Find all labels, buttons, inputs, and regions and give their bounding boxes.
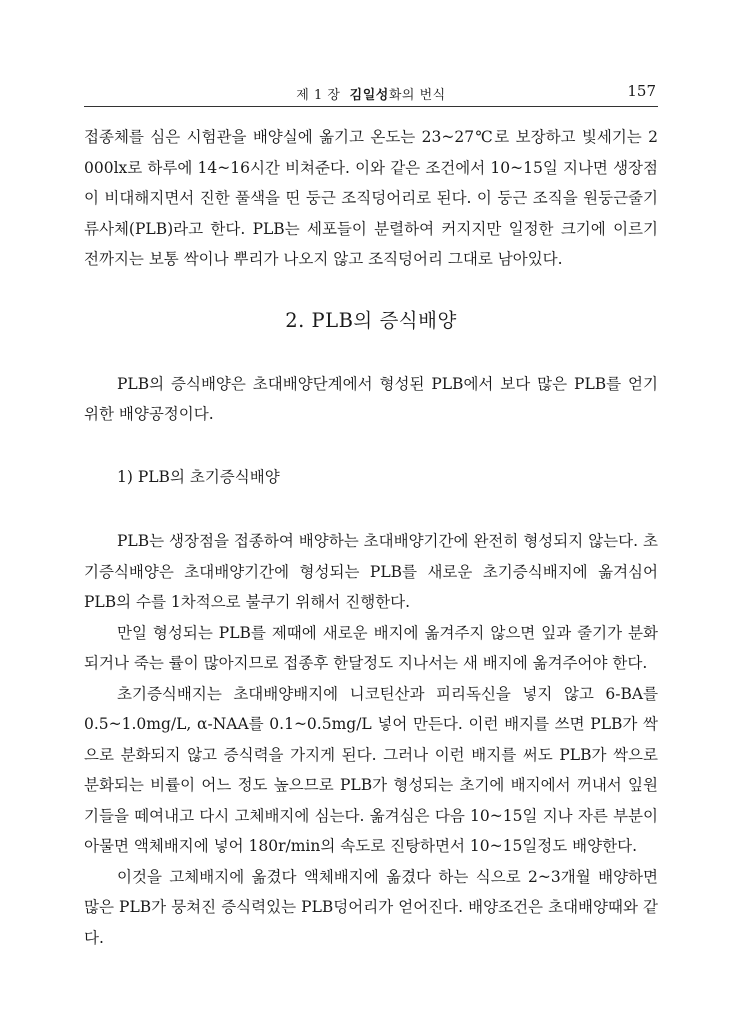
header-rest: 화의 번식 <box>388 88 446 103</box>
paragraph-5: 초기증식배지는 초대배양배지에 니코틴산과 피리독신을 넣지 않고 6-BA를 0.5~1.0mg/L, α-NAA를 0.1~0.5mg/L 넣어 만든다. 이런 배지를 쓰면 PLB가 싹으로 분화되지 않고 증식력을 가지게 된다. 그러나 이런 배지를 써도 PLB가 싹으로 분화되는 비률이 어느 정도 높으므로 PLB가 형성되는 초기에 배지에서 꺼내서 잎원기들을 떼여내고 다시 고체배지에 심는다. 옮겨심은 다음 10~15일 지나 자른 부분이 아물면 액체배지에 넣어 180r/min의 속도로 진탕하면서 10~15일정도 배양한다. <box>84 684 658 855</box>
paragraph-3: PLB는 생장점을 접종하여 배양하는 초대배양기간에 완전히 형성되지 않는다. 초기증식배양은 초대배양기간에 형성되는 PLB를 새로운 초기증식배지에 옮겨심어 PLB의 수를 1차적으로 불쿠기 위해서 진행한다. <box>84 532 658 611</box>
paragraph-1: 접종체를 심은 시험관을 배양실에 옮기고 온도는 23~27℃로 보장하고 빛세기는 2 000lx로 하루에 14~16시간 비쳐준다. 이와 같은 조건에서 10~15일 지나면 생장점이 비대해지면서 진한 풀색을 띤 둥근 조직덩어리로 된다. 이 둥근 조직을 원둥근줄기류사체(PLB)라고 한다. PLB는 세포들이 분렬하여 커지지만 일정한 크기에 이르기 전까지는 보통 싹이나 뿌리가 나오지 않고 조직덩어리 그대로 남아있다. <box>84 128 658 268</box>
paragraph-6: 이것을 고체배지에 옮겼다 액체배지에 옮겼다 하는 식으로 2~3개월 배양하면 많은 PLB가 뭉쳐진 증식력있는 PLB덩어리가 얻어진다. 배양조건은 초대배양때와 같다. <box>84 867 658 947</box>
section-title: 2. PLB의 증식배양 <box>285 308 457 332</box>
header-name: 김일성 <box>349 88 389 103</box>
subsection-title: 1) PLB의 초기증식배양 <box>117 467 280 486</box>
paragraph-4: 만일 형성되는 PLB를 제때에 새로운 배지에 옮겨주지 않으면 잎과 줄기가 분화되거나 죽는 률이 많아지므로 접종후 한달정도 지나서는 새 배지에 옮겨주어야 한다. <box>84 623 658 672</box>
paragraph-2: PLB의 증식배양은 초대배양단계에서 형성된 PLB에서 보다 많은 PLB를 얻기 위한 배양공정이다. <box>84 374 658 423</box>
page-number: 157 <box>627 82 656 100</box>
header-title <box>84 84 658 103</box>
body-text <box>84 122 658 953</box>
header-chapter: 제 1 장 <box>296 88 341 103</box>
running-header <box>84 84 658 107</box>
